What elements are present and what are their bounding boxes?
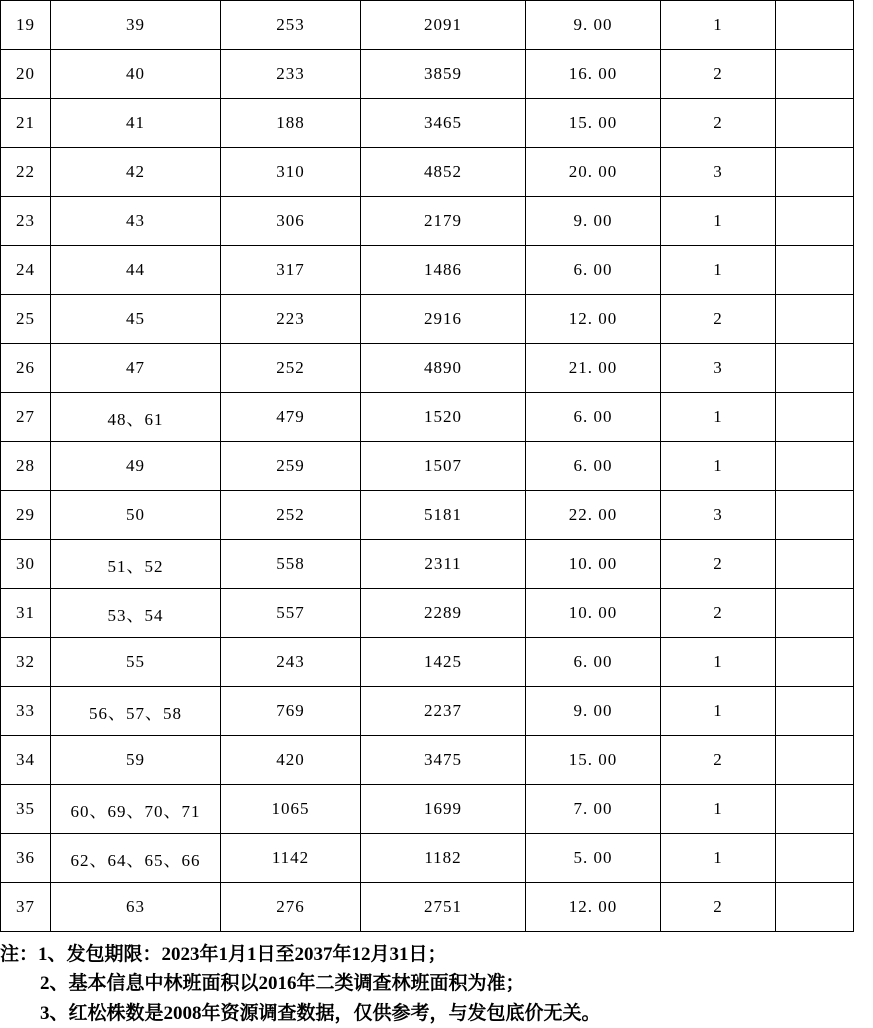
- table-row: [1, 1, 854, 50]
- cell-price: 9. 00: [526, 687, 661, 736]
- cell-price: 9. 00: [526, 1, 661, 50]
- cell-remark: [776, 736, 854, 785]
- cell-quantity: 3: [661, 344, 776, 393]
- cell-index: 35: [1, 785, 51, 834]
- cell-area: 223: [221, 295, 361, 344]
- note-line-3: 3、红松株数是2008年资源调查数据，仅供参考，与发包底价无关。: [40, 1002, 601, 1024]
- cell-area: 558: [221, 540, 361, 589]
- table-row: [1, 344, 854, 393]
- cell-remark: [776, 785, 854, 834]
- cell-price: 15. 00: [526, 99, 661, 148]
- cell-remark: [776, 295, 854, 344]
- cell-index: 29: [1, 491, 51, 540]
- cell-index: 21: [1, 99, 51, 148]
- table-row: [1, 883, 854, 932]
- cell-index: 34: [1, 736, 51, 785]
- cell-pine-count: 4852: [361, 148, 526, 197]
- cell-pine-count: 2179: [361, 197, 526, 246]
- cell-remark: [776, 540, 854, 589]
- table-row: [1, 491, 854, 540]
- cell-remark: [776, 246, 854, 295]
- cell-quantity: 2: [661, 295, 776, 344]
- table-row: [1, 638, 854, 687]
- cell-index: 36: [1, 834, 51, 883]
- cell-remark: [776, 1, 854, 50]
- cell-index: 22: [1, 148, 51, 197]
- table-row: [1, 99, 854, 148]
- cell-lot: 43: [51, 197, 221, 246]
- cell-quantity: 1: [661, 442, 776, 491]
- table-row: [1, 589, 854, 638]
- cell-price: 16. 00: [526, 50, 661, 99]
- cell-price: 6. 00: [526, 442, 661, 491]
- cell-price: 12. 00: [526, 883, 661, 932]
- cell-index: 28: [1, 442, 51, 491]
- cell-pine-count: 2916: [361, 295, 526, 344]
- cell-price: 6. 00: [526, 246, 661, 295]
- cell-quantity: 1: [661, 1, 776, 50]
- cell-pine-count: 5181: [361, 491, 526, 540]
- cell-price: 10. 00: [526, 540, 661, 589]
- cell-lot: 62、64、65、66: [51, 834, 221, 883]
- cell-lot: 59: [51, 736, 221, 785]
- cell-price: 15. 00: [526, 736, 661, 785]
- cell-remark: [776, 50, 854, 99]
- cell-remark: [776, 491, 854, 540]
- table-row: [1, 736, 854, 785]
- cell-area: 259: [221, 442, 361, 491]
- cell-quantity: 1: [661, 638, 776, 687]
- table-row: [1, 834, 854, 883]
- cell-pine-count: 3465: [361, 99, 526, 148]
- table-row: [1, 393, 854, 442]
- cell-index: 32: [1, 638, 51, 687]
- cell-index: 20: [1, 50, 51, 99]
- table-row: [1, 50, 854, 99]
- cell-quantity: 1: [661, 785, 776, 834]
- cell-area: 233: [221, 50, 361, 99]
- cell-pine-count: 1520: [361, 393, 526, 442]
- cell-price: 6. 00: [526, 393, 661, 442]
- table-row: [1, 687, 854, 736]
- cell-area: 420: [221, 736, 361, 785]
- cell-index: 37: [1, 883, 51, 932]
- cell-quantity: 2: [661, 99, 776, 148]
- cell-lot: 49: [51, 442, 221, 491]
- cell-lot: 44: [51, 246, 221, 295]
- cell-area: 243: [221, 638, 361, 687]
- cell-quantity: 3: [661, 491, 776, 540]
- cell-price: 6. 00: [526, 638, 661, 687]
- cell-price: 7. 00: [526, 785, 661, 834]
- cell-lot: 48、61: [51, 393, 221, 442]
- cell-quantity: 1: [661, 393, 776, 442]
- cell-lot: 42: [51, 148, 221, 197]
- cell-lot: 50: [51, 491, 221, 540]
- cell-price: 22. 00: [526, 491, 661, 540]
- note-line-2: 2、基本信息中林班面积以2016年二类调查林班面积为准；: [40, 973, 525, 995]
- cell-quantity: 1: [661, 834, 776, 883]
- cell-index: 26: [1, 344, 51, 393]
- cell-pine-count: 2751: [361, 883, 526, 932]
- table-row: [1, 295, 854, 344]
- cell-price: 10. 00: [526, 589, 661, 638]
- cell-area: 252: [221, 491, 361, 540]
- cell-area: 479: [221, 393, 361, 442]
- cell-pine-count: 3859: [361, 50, 526, 99]
- table-row: [1, 246, 854, 295]
- cell-index: 27: [1, 393, 51, 442]
- cell-remark: [776, 834, 854, 883]
- cell-remark: [776, 638, 854, 687]
- table-row: [1, 442, 854, 491]
- table-notes: [0, 940, 873, 1028]
- cell-quantity: 1: [661, 197, 776, 246]
- table-row: [1, 148, 854, 197]
- table-body: [1, 1, 854, 932]
- cell-price: 12. 00: [526, 295, 661, 344]
- table-row: [1, 197, 854, 246]
- cell-quantity: 1: [661, 687, 776, 736]
- cell-area: 253: [221, 1, 361, 50]
- cell-area: 276: [221, 883, 361, 932]
- cell-area: 1142: [221, 834, 361, 883]
- cell-area: 557: [221, 589, 361, 638]
- cell-remark: [776, 148, 854, 197]
- cell-quantity: 3: [661, 148, 776, 197]
- cell-index: 19: [1, 1, 51, 50]
- cell-price: 9. 00: [526, 197, 661, 246]
- cell-lot: 39: [51, 1, 221, 50]
- cell-pine-count: 4890: [361, 344, 526, 393]
- cell-lot: 53、54: [51, 589, 221, 638]
- cell-lot: 41: [51, 99, 221, 148]
- cell-remark: [776, 883, 854, 932]
- cell-quantity: 2: [661, 50, 776, 99]
- cell-pine-count: 1182: [361, 834, 526, 883]
- cell-remark: [776, 442, 854, 491]
- cell-price: 20. 00: [526, 148, 661, 197]
- cell-remark: [776, 344, 854, 393]
- note-line-1: 注：1、发包期限：2023年1月1日至2037年12月31日；: [0, 944, 447, 965]
- cell-area: 188: [221, 99, 361, 148]
- cell-remark: [776, 197, 854, 246]
- cell-area: 769: [221, 687, 361, 736]
- cell-remark: [776, 393, 854, 442]
- cell-pine-count: 1699: [361, 785, 526, 834]
- cell-index: 30: [1, 540, 51, 589]
- cell-lot: 47: [51, 344, 221, 393]
- cell-pine-count: 2311: [361, 540, 526, 589]
- cell-price: 5. 00: [526, 834, 661, 883]
- cell-quantity: 1: [661, 246, 776, 295]
- cell-pine-count: 1425: [361, 638, 526, 687]
- cell-lot: 56、57、58: [51, 687, 221, 736]
- cell-pine-count: 2237: [361, 687, 526, 736]
- cell-area: 306: [221, 197, 361, 246]
- cell-area: 310: [221, 148, 361, 197]
- cell-remark: [776, 687, 854, 736]
- cell-quantity: 2: [661, 736, 776, 785]
- cell-pine-count: 1486: [361, 246, 526, 295]
- cell-remark: [776, 589, 854, 638]
- cell-index: 31: [1, 589, 51, 638]
- table-row: [1, 785, 854, 834]
- cell-pine-count: 2289: [361, 589, 526, 638]
- cell-pine-count: 3475: [361, 736, 526, 785]
- cell-lot: 45: [51, 295, 221, 344]
- cell-lot: 63: [51, 883, 221, 932]
- cell-lot: 60、69、70、71: [51, 785, 221, 834]
- cell-index: 23: [1, 197, 51, 246]
- cell-area: 317: [221, 246, 361, 295]
- cell-pine-count: 2091: [361, 1, 526, 50]
- cell-lot: 40: [51, 50, 221, 99]
- cell-remark: [776, 99, 854, 148]
- cell-quantity: 2: [661, 883, 776, 932]
- cell-area: 1065: [221, 785, 361, 834]
- cell-lot: 51、52: [51, 540, 221, 589]
- cell-pine-count: 1507: [361, 442, 526, 491]
- cell-quantity: 2: [661, 589, 776, 638]
- cell-index: 24: [1, 246, 51, 295]
- cell-index: 33: [1, 687, 51, 736]
- cell-lot: 55: [51, 638, 221, 687]
- table-row: [1, 540, 854, 589]
- cell-area: 252: [221, 344, 361, 393]
- cell-index: 25: [1, 295, 51, 344]
- cell-quantity: 2: [661, 540, 776, 589]
- cell-price: 21. 00: [526, 344, 661, 393]
